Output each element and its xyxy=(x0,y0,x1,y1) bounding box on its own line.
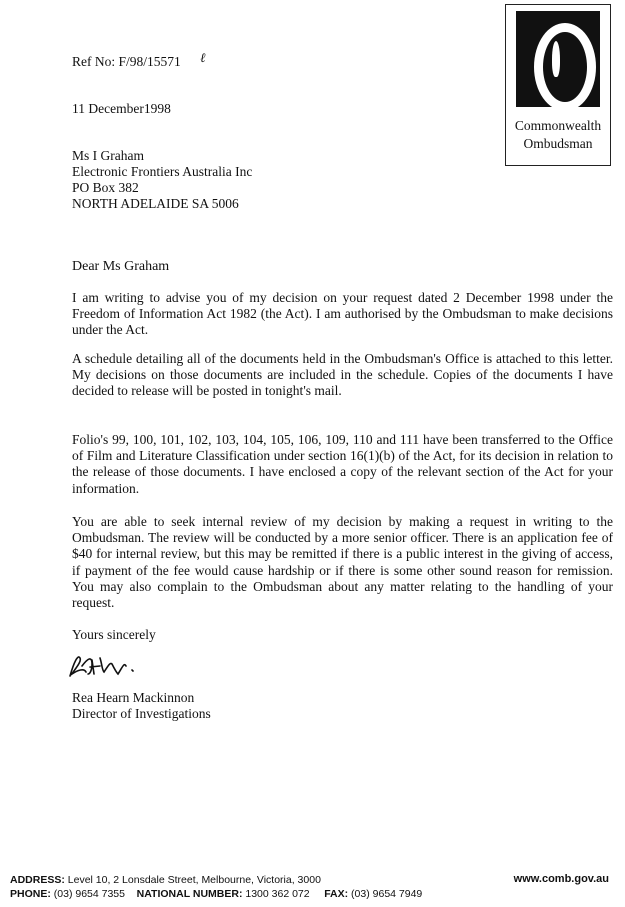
paragraph-1-text-a: I am writing to advise you of my decision on your request dated 2 December 1998 under the xyxy=(72,290,613,305)
recipient-line: Ms I Graham xyxy=(72,148,144,163)
phone-value: (03) 9654 7355 xyxy=(53,888,125,900)
reference-number: Ref No: F/98/15571 xyxy=(72,54,181,69)
handwritten-mark: ℓ xyxy=(200,50,206,65)
phone-label: PHONE: xyxy=(10,888,51,900)
recipient-line: NORTH ADELAIDE SA 5006 xyxy=(72,196,239,211)
footer-address xyxy=(10,874,321,886)
act-title: Freedom of Information Act 1982 xyxy=(72,306,257,322)
logo-emblem xyxy=(516,11,600,107)
logo-line-1: Commonwealth xyxy=(514,118,602,133)
national-value: 1300 362 072 xyxy=(245,888,310,900)
fax-label: FAX: xyxy=(324,888,349,900)
paragraph-1-text-b: (the Act). I am authorised by the Ombudsman to make decisions under the Act. xyxy=(72,306,613,338)
signatory-title: Director of Investigations xyxy=(72,706,211,721)
recipient-line: PO Box 382 xyxy=(72,180,139,195)
paragraph-1 xyxy=(72,290,613,339)
paragraph-4: You are able to seek internal review of my decision by making a request in writing to the Ombudsman. The review will be conducted by a more senior officer. There is an application fee of $40 for internal review, but this may be remitted if there is a public interest in the giving of access, if payment of the fee would cause hardship or if there is some other sound reason for remission. You may also complain to the Ombudsman about any matter relating to the handling of your request. xyxy=(72,514,613,611)
signatory-name: Rea Hearn Mackinnon xyxy=(72,690,195,705)
recipient-line: Electronic Frontiers Australia Inc xyxy=(72,164,253,179)
fax-value: (03) 9654 7949 xyxy=(351,888,423,900)
paragraph-2: A schedule detailing all of the documents held in the Ombudsman's Office is attached to this letter. My decisions on those documents are included in the schedule. Copies of the documents I have decided to release will be posted in tonight's mail. xyxy=(72,351,613,399)
address-label: ADDRESS: xyxy=(10,874,65,886)
letter-date: 11 December1998 xyxy=(72,101,171,116)
closing: Yours sincerely xyxy=(72,627,156,642)
footer-contacts xyxy=(10,888,422,900)
ombudsman-logo xyxy=(505,4,611,166)
recipient-address xyxy=(72,148,252,212)
address-value: Level 10, 2 Lonsdale Street, Melbourne, Victoria, 3000 xyxy=(67,874,321,886)
national-label: NATIONAL NUMBER: xyxy=(136,888,243,900)
signature xyxy=(66,648,146,684)
paragraph-3: Folio's 99, 100, 101, 102, 103, 104, 105, 106, 109, 110 and 111 have been transferred to the Office of Film and Literature Classification under section 16(1)(b) of the Act, for its decision in relation to the release of those documents. I have enclosed a copy of the relevant section of the Act for your information. xyxy=(72,432,613,496)
logo-line-2: Ombudsman xyxy=(523,136,593,151)
website: www.comb.gov.au xyxy=(513,873,609,885)
salutation: Dear Ms Graham xyxy=(72,259,170,274)
